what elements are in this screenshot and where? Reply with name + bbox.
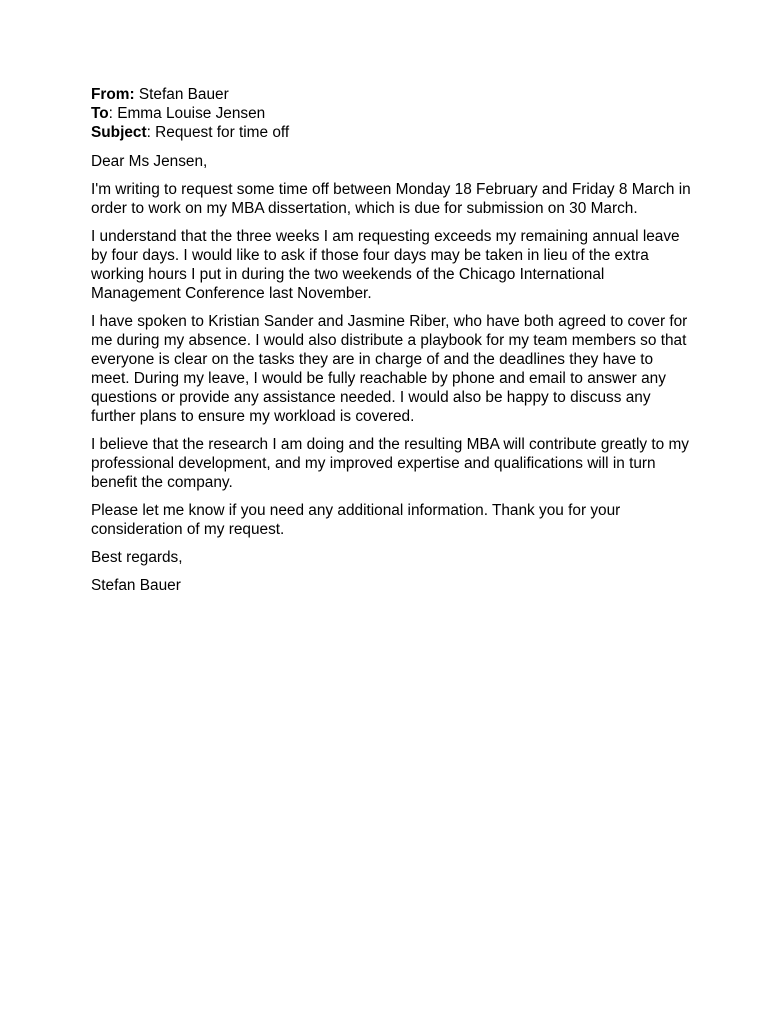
paragraph-coverage: I have spoken to Kristian Sander and Jasmine Riber, who have both agreed to cover for me during my absence. I would also distribute a playbook for my team members so that everyone is clear on the tasks they are in charge of and the deadlines they have to meet. During my leave, I would be fully reachable by phone and email to answer any questions or provide any assistance needed. I would also be happy to discuss any further plans to ensure my workload is covered. bbox=[91, 313, 688, 425]
paragraph-benefit: I believe that the research I am doing and the resulting MBA will contribute greatly to my professional development, and my improved expertise and qualifications will in turn benefit the company. bbox=[91, 436, 689, 491]
letter-page bbox=[91, 85, 691, 595]
paragraph-request: I'm writing to request some time off between Monday 18 February and Friday 8 March in order to work on my MBA dissertation, which is due for submission on 30 March. bbox=[91, 181, 691, 217]
subject-value: : Request for time off bbox=[146, 124, 290, 141]
from-label: From: bbox=[91, 86, 135, 103]
from-line bbox=[91, 85, 691, 104]
to-label: To bbox=[91, 105, 109, 122]
paragraph-thanks: Please let me know if you need any additional information. Thank you for your consideration of my request. bbox=[91, 502, 621, 538]
subject-label: Subject bbox=[91, 124, 147, 141]
to-line bbox=[91, 104, 691, 123]
greeting: Dear Ms Jensen, bbox=[91, 153, 208, 170]
from-value: Stefan Bauer bbox=[134, 86, 229, 103]
to-value: : Emma Louise Jensen bbox=[108, 105, 266, 122]
closing: Best regards, bbox=[91, 549, 183, 566]
signature: Stefan Bauer bbox=[91, 577, 181, 594]
paragraph-leave-balance: I understand that the three weeks I am requesting exceeds my remaining annual leave by four days. I would like to ask if those four days may be taken in lieu of the extra working hours I put in during the two weekends of the Chicago International Management Conference last November. bbox=[91, 228, 680, 302]
subject-line bbox=[91, 123, 691, 142]
